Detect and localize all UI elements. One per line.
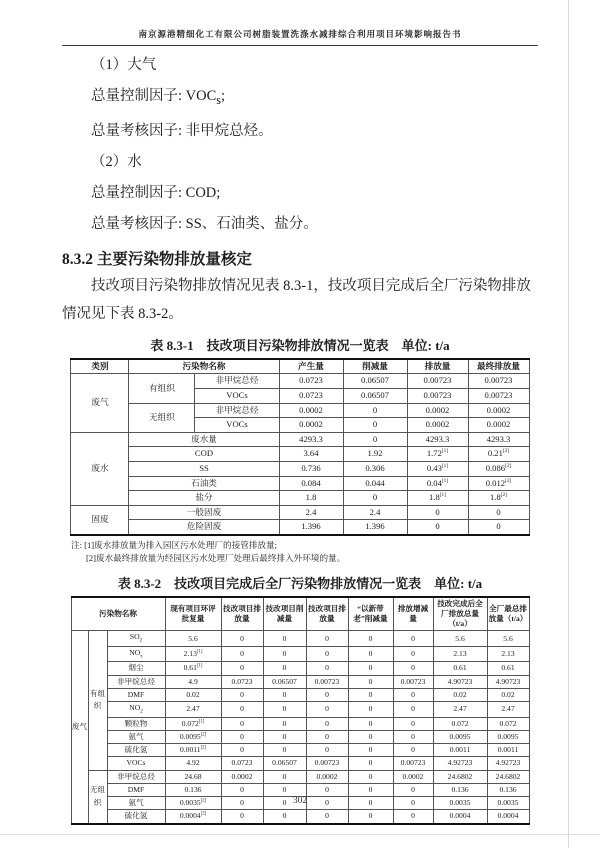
table-cell: 0.00723 <box>407 374 468 389</box>
table-cell: 硫化氢 <box>107 744 165 757</box>
table-cell: 0.00723 <box>468 389 529 404</box>
table-header-cell: 技改项目削减量 <box>263 597 306 631</box>
table-row <box>71 702 529 717</box>
table-cell: 2.47 <box>165 702 221 717</box>
table-cell: 0 <box>393 688 433 701</box>
table-cell: 0 <box>263 717 306 730</box>
table-cell: COD <box>129 447 279 462</box>
table-cell: 0 <box>221 662 263 675</box>
table-cell: 0 <box>468 520 529 535</box>
table-cell: VOCs <box>195 418 279 433</box>
table-cell: 0.61 <box>433 662 487 675</box>
page-number: 302 <box>292 796 308 806</box>
table-cell: 0.136 <box>165 783 221 796</box>
table-cell: 24.68 <box>165 770 221 783</box>
table-cell: 0 <box>221 688 263 701</box>
table-row <box>71 631 529 646</box>
table-cell: 4.90723 <box>433 675 487 688</box>
table-cell: 4293.3 <box>407 432 468 447</box>
table-cell: 2.47 <box>433 702 487 717</box>
table-row <box>71 675 529 688</box>
table-row <box>71 505 529 520</box>
table-cell: $SO_2$ <box>107 631 165 646</box>
table-cell: 0 <box>407 505 468 520</box>
control-air-post: ; <box>220 88 226 104</box>
table-cell: 0 <box>263 810 306 824</box>
scan-edge-line-right <box>568 0 569 848</box>
table-cell: 0 <box>348 702 393 717</box>
table-cell: 0.0011 <box>487 744 529 757</box>
table-row <box>71 403 529 418</box>
table-cell: 0 <box>343 403 407 418</box>
table-cell: 0.0011 <box>433 744 487 757</box>
table-cell: $NO_2$ <box>107 702 165 717</box>
table-cell: 烟尘 <box>107 662 165 675</box>
table-cell: 0 <box>393 730 433 743</box>
table-cell: 颗粒物 <box>107 717 165 730</box>
table-cell: 0.306 <box>343 462 407 477</box>
table-cell: 1.396 <box>343 520 407 535</box>
table-cell: 0.00723 <box>306 675 348 688</box>
table-cell: 0 <box>348 646 393 661</box>
note-line-1: 注: [1]废水排放量为排入园区污水处理厂的接管排放量; <box>71 540 278 551</box>
table-cell: 石油类 <box>129 476 279 491</box>
table-cell: 0 <box>221 730 263 743</box>
table-header-cell: 技改完成后全厂排放总量（t/a） <box>433 597 487 631</box>
table-cell: 废水 <box>71 432 129 505</box>
table-cell: 0 <box>348 757 393 770</box>
table-cell: 0.0002 <box>279 418 343 433</box>
table-row <box>71 662 529 675</box>
table-cell: VOCs <box>195 389 279 404</box>
table-cell: 0 <box>221 702 263 717</box>
table-cell: 0 <box>393 744 433 757</box>
table-cell: 1.8[1] <box>407 491 468 506</box>
table-row <box>71 432 529 447</box>
table-header-cell: 最终排放量 <box>468 359 529 374</box>
table-cell: 0.0011[2] <box>165 744 221 757</box>
emissions-table-8-3-2 <box>71 596 530 825</box>
scan-edge-line-bottom <box>0 834 600 835</box>
table-row <box>71 810 529 824</box>
table-cell: 4.92723 <box>487 757 529 770</box>
table-header-cell: “以新带老”削减量 <box>348 597 393 631</box>
table-cell: 0.072 <box>433 717 487 730</box>
body-line-air-item: （1）大气 <box>91 57 157 73</box>
table-cell: 0.00723 <box>306 757 348 770</box>
table-row <box>71 597 529 631</box>
table-cell: 非甲烷总烃 <box>107 675 165 688</box>
table-cell: 2.4 <box>343 505 407 520</box>
table-cell: 0 <box>263 797 306 810</box>
body-text-block <box>62 50 538 240</box>
table-cell: 4293.3 <box>279 432 343 447</box>
table-cell: 5.6 <box>487 631 529 646</box>
table-row <box>71 646 529 661</box>
table-cell: 0 <box>306 744 348 757</box>
table-cell: 0 <box>348 675 393 688</box>
table-cell: 1.72[1] <box>407 447 468 462</box>
table-cell: 0.04[1] <box>407 476 468 491</box>
table-cell: 0.084 <box>279 476 343 491</box>
table-cell: 0 <box>348 744 393 757</box>
table-cell: 5.6 <box>433 631 487 646</box>
table-cell: 无组织 <box>88 770 107 824</box>
table-cell: 0.0002 <box>407 403 468 418</box>
body-line-control-water: 总量控制因子: COD; <box>91 184 221 201</box>
table-row <box>71 462 529 477</box>
table-cell: 2.13 <box>487 646 529 661</box>
table-cell: 0 <box>348 730 393 743</box>
table-cell: 0 <box>306 702 348 717</box>
table-row <box>71 520 529 535</box>
table-cell: 非甲烷总烃 <box>195 374 279 389</box>
table-cell: 0.0723 <box>279 374 343 389</box>
table-cell: 0 <box>263 646 306 661</box>
table-cell: 0.0723 <box>221 757 263 770</box>
table-cell: 0 <box>348 810 393 824</box>
table-cell: 0 <box>343 418 407 433</box>
table-cell: 0 <box>306 688 348 701</box>
table-cell: 危险固废 <box>129 520 279 535</box>
table-cell: 0 <box>393 662 433 675</box>
report-header-title: 南京源港精细化工有限公司树脂装置洗涤水减排综合利用项目环境影响报告书 <box>62 28 538 46</box>
body-line-assess-air: 总量考核因子: 非甲烷总烃。 <box>91 122 273 139</box>
table-cell: 0.072 <box>487 717 529 730</box>
table-cell: 0 <box>306 631 348 646</box>
table-cell: 0.0002 <box>468 418 529 433</box>
table-cell: DMF <box>107 783 165 796</box>
table-cell: 0 <box>348 770 393 783</box>
table-cell: 4.9 <box>165 675 221 688</box>
table-cell: 24.6802 <box>487 770 529 783</box>
control-air-sub: s <box>216 92 221 107</box>
table-cell: 0.0095 <box>487 730 529 743</box>
table-cell: 0.0035[2] <box>165 797 221 810</box>
table-cell: 氨气 <box>107 730 165 743</box>
table-header-cell: 排放量 <box>407 359 468 374</box>
table-cell: 0.072[1] <box>165 717 221 730</box>
note-line-2: [2]废水最终排放量为经园区污水处理厂处理后最终排入外环境的量。 <box>86 553 346 564</box>
table-cell: 0.0002 <box>279 403 343 418</box>
table-header-cell: 排放增减量 <box>393 597 433 631</box>
table-cell: 0 <box>263 702 306 717</box>
table-cell: 0 <box>221 717 263 730</box>
section-heading-8-3-2: 8.3.2 主要污染物排放量核定 <box>62 250 252 268</box>
table-cell: 0 <box>306 646 348 661</box>
table-cell: 0 <box>306 662 348 675</box>
table-row <box>71 757 529 770</box>
body-line-water-item: （2）水 <box>91 153 142 170</box>
table-header-cell: 全厂最总排放量（t/a） <box>487 597 529 631</box>
table-cell: 0 <box>348 631 393 646</box>
table-cell: 0 <box>306 730 348 743</box>
table1-notes <box>71 539 529 566</box>
table-cell: 无组织 <box>129 403 195 432</box>
table-row <box>71 744 529 757</box>
table-cell: 0.43[1] <box>407 462 468 477</box>
table-cell: 0 <box>263 688 306 701</box>
table-cell: 0.012[2] <box>468 476 529 491</box>
table-cell: 0.61[1] <box>165 662 221 675</box>
control-air-pre: 总量控制因子: VOC <box>91 88 217 104</box>
table-cell: 0.0004[2] <box>165 810 221 824</box>
table-cell: 有组织 <box>88 631 107 770</box>
table-row <box>71 359 529 374</box>
table-cell: 1.92 <box>343 447 407 462</box>
table-row <box>71 783 529 796</box>
table-cell: VOCs <box>107 757 165 770</box>
table-cell: 0.0002 <box>393 770 433 783</box>
table-header-cell: 污染物名称 <box>71 597 165 631</box>
table-cell: 0.00723 <box>393 675 433 688</box>
body-line-control-air <box>62 81 538 116</box>
table-cell: 0 <box>263 631 306 646</box>
table-header-cell: 类别 <box>71 359 129 374</box>
table-cell: 盐分 <box>129 491 279 506</box>
table-cell: 0 <box>393 646 433 661</box>
table-cell: 0 <box>468 505 529 520</box>
table-cell: 24.6802 <box>433 770 487 783</box>
table-cell: 0 <box>393 702 433 717</box>
table-cell: 0 <box>221 646 263 661</box>
table-cell: 氨气 <box>107 797 165 810</box>
table-cell: 0.0002 <box>407 418 468 433</box>
table-cell: 0 <box>393 783 433 796</box>
table-row <box>71 688 529 701</box>
table-cell: 4.92723 <box>433 757 487 770</box>
table-cell: 0 <box>306 810 348 824</box>
table-cell: 硫化氢 <box>107 810 165 824</box>
body-line-assess-water: 总量考核因子: SS、石油类、盐分。 <box>91 215 318 232</box>
table-cell: 0 <box>348 783 393 796</box>
table-cell: 0 <box>306 717 348 730</box>
table-cell: 0 <box>348 688 393 701</box>
table-cell: 0.02 <box>433 688 487 701</box>
table-cell: 0.0035 <box>487 797 529 810</box>
table-cell: 0.06507 <box>343 374 407 389</box>
table-header-cell: 污染物名称 <box>129 359 279 374</box>
table-header-cell: 技改项目排放量 <box>306 597 348 631</box>
table-cell: 3.64 <box>279 447 343 462</box>
table-row <box>71 374 529 389</box>
table-cell: 0 <box>348 717 393 730</box>
table-row <box>71 770 529 783</box>
table-cell: 0.06507 <box>263 675 306 688</box>
table-cell: 4.92 <box>165 757 221 770</box>
table-cell: 2.13 <box>433 646 487 661</box>
emissions-table-8-3-1 <box>70 358 529 536</box>
table-header-cell: 产生量 <box>279 359 343 374</box>
table-cell: 0.0095 <box>433 730 487 743</box>
table-cell: 0.736 <box>279 462 343 477</box>
table-cell: 0 <box>263 744 306 757</box>
table-cell: 0 <box>306 797 348 810</box>
table-cell: 2.47 <box>487 702 529 717</box>
table-cell: 0.00723 <box>407 389 468 404</box>
table-cell: 0.00723 <box>393 757 433 770</box>
table-row <box>71 476 529 491</box>
table-cell: 非甲烷总烃 <box>195 403 279 418</box>
table-cell: 0 <box>221 783 263 796</box>
table-cell: 0 <box>393 631 433 646</box>
table-cell: DMF <box>107 688 165 701</box>
table-cell: 1.396 <box>279 520 343 535</box>
table-cell: 0 <box>393 797 433 810</box>
table-cell: 0 <box>263 662 306 675</box>
table-cell: 0.02 <box>165 688 221 701</box>
table-cell: 非甲烷总烃 <box>107 770 165 783</box>
table-cell: 0.06507 <box>263 757 306 770</box>
table-cell: 0.0095[2] <box>165 730 221 743</box>
table-cell: 5.6 <box>165 631 221 646</box>
table-cell: 0.086[2] <box>468 462 529 477</box>
table-cell: 0 <box>306 783 348 796</box>
table-cell: 0.21[2] <box>468 447 529 462</box>
table-cell: 0.044 <box>343 476 407 491</box>
table-cell: 0.0723 <box>221 675 263 688</box>
table-cell: 0 <box>348 797 393 810</box>
table-cell: 0 <box>221 797 263 810</box>
table2-title: 表 8.3-2 技改项目完成后全厂污染物排放情况一览表 单位: t/a <box>117 575 483 591</box>
table-cell: 1.8 <box>279 491 343 506</box>
table-cell: 废气 <box>71 374 129 432</box>
table-cell: 0.0035 <box>433 797 487 810</box>
table-cell: 废水量 <box>129 432 279 447</box>
table-cell: 2.13[1] <box>165 646 221 661</box>
intro-paragraph: 技改项目污染物排放情况见表 8.3-1，技改项目完成后全厂污染物排放情况见下表 8.3-2。 <box>62 277 531 322</box>
table-row <box>71 717 529 730</box>
table-header-cell: 技改项目排放量 <box>221 597 263 631</box>
table1-title: 表 8.3-1 技改项目污染物排放情况一览表 单位: t/a <box>150 337 450 353</box>
table-row <box>71 447 529 462</box>
table-cell: 0.0723 <box>279 389 343 404</box>
table-cell: 0 <box>407 520 468 535</box>
table-cell: 2.4 <box>279 505 343 520</box>
table-cell: 0.00723 <box>468 374 529 389</box>
table-cell: 0.136 <box>433 783 487 796</box>
table-cell: 0.0004 <box>487 810 529 824</box>
table-cell: 0.0002 <box>468 403 529 418</box>
table-cell: 0 <box>263 730 306 743</box>
table-cell: 一般固废 <box>129 505 279 520</box>
table-cell: 有组织 <box>129 374 195 403</box>
table-cell: 0 <box>263 770 306 783</box>
table-header-cell: 现有项目环评批复量 <box>165 597 221 631</box>
table-cell: 0 <box>393 717 433 730</box>
table-cell: SS <box>129 462 279 477</box>
table-row <box>71 730 529 743</box>
table-row <box>71 491 529 506</box>
table-cell: 0 <box>343 491 407 506</box>
table-cell: 0.136 <box>487 783 529 796</box>
table-cell: 0 <box>221 810 263 824</box>
table-cell: 0.0002 <box>221 770 263 783</box>
table-cell: 4.90723 <box>487 675 529 688</box>
table-cell: 0.0004 <box>433 810 487 824</box>
table-cell: 0 <box>263 783 306 796</box>
table-cell: 废气 <box>71 631 88 824</box>
table-cell: 0 <box>343 432 407 447</box>
table-cell: 0.0002 <box>306 770 348 783</box>
table-cell: 0 <box>221 744 263 757</box>
table-cell: $NO_x$ <box>107 646 165 661</box>
table-cell: 0 <box>221 631 263 646</box>
table-cell: 0.02 <box>487 688 529 701</box>
table-cell: 4293.3 <box>468 432 529 447</box>
table-cell: 0 <box>348 662 393 675</box>
table-cell: 1.8[2] <box>468 491 529 506</box>
table-cell: 0 <box>393 810 433 824</box>
table-cell: 固废 <box>71 505 129 535</box>
table-cell: 0.61 <box>487 662 529 675</box>
table-header-cell: 削减量 <box>343 359 407 374</box>
table-cell: 0.06507 <box>343 389 407 404</box>
